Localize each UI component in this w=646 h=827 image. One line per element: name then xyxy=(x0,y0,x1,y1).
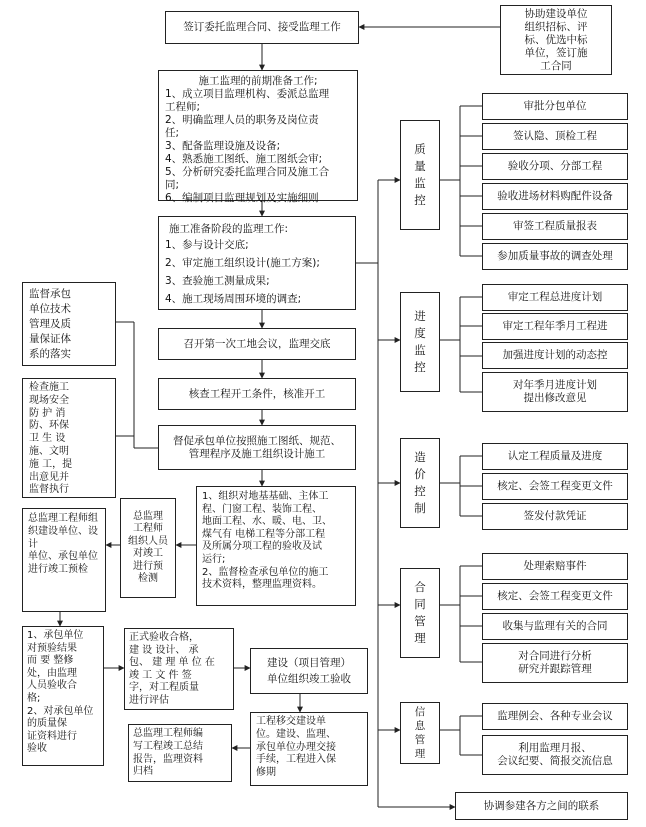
contract-item: 核定、会签工程变更文件 xyxy=(482,583,628,610)
construction-unit-box xyxy=(250,648,368,694)
chief-org-box xyxy=(120,498,176,598)
sign-contract-text: 签订委托监理合同、接受监理工作 xyxy=(183,21,341,33)
category-info: 信 息 管 理 xyxy=(400,702,440,764)
quality-item: 验收进场材料购配件设备 xyxy=(482,183,628,210)
sign-contract-box xyxy=(165,11,359,44)
info-item: 监理例会、各种专业会议 xyxy=(482,703,628,730)
handover-box xyxy=(250,712,368,786)
inspection-box xyxy=(196,486,356,606)
handover-text: 工程移交建设单 位。建设、监理、 承包单位办理交接 手续，工程进入保 修期 xyxy=(256,716,336,779)
progress-item: 审定工程年季月工程进 xyxy=(482,313,628,340)
check-site-text: 检查施工 现场安全 防 护 消 防、环保 卫 生 设 施、文明 施 工，提 出意见并 监督执行 xyxy=(29,382,73,496)
progress-item: 对年季月进度计划 提出修改意见 xyxy=(482,372,628,412)
first-meeting-text: 召开第一次工地会议，监理交底 xyxy=(183,337,331,350)
progress-item: 加强进度计划的动态控 xyxy=(482,342,628,369)
contractor-rectify-text: 1、承包单位 对预验结果 而 要 整修 处，由监理 人员验收合 格; 2、对承包单位 的质量保 证资料进行 验收 xyxy=(27,630,94,755)
coordinate-box xyxy=(455,792,628,820)
quality-item: 参加质量事故的调查处理 xyxy=(482,243,628,270)
quality-item: 审批分包单位 xyxy=(482,93,628,120)
quality-item: 验收分项、分部工程 xyxy=(482,153,628,180)
stage-work-title: 施工准备阶段的监理工作: xyxy=(169,223,289,235)
supervise-system-text: 监督承包 单位技术 管理及质 量保证体 系的落实 xyxy=(29,288,71,360)
prep-work-items: 1、成立项目监理机构、委派总监理 工程师; 2、明确监理人员的职务及岗位责 任; 3、配备监理设施及设备; 4、熟悉施工图纸、施工图纸会审; 5、分析研究委托监理合同及施工合 同; 6、编制项目监理规划及实施细则 xyxy=(165,88,330,204)
quality-item: 审签工程质量报表 xyxy=(482,213,628,240)
chief-preacceptance-text: 总监理工程师组 织建设单位、设计 单位、承包单位 进行竣工预检 xyxy=(28,513,98,576)
supervise-box xyxy=(158,425,356,470)
quality-item: 签认隐、顶检工程 xyxy=(482,123,628,150)
prep-work-title: 施工监理的前期准备工作; xyxy=(198,75,318,87)
check-start-box xyxy=(158,378,356,410)
contract-item: 对合同进行分析 研究并跟踪管理 xyxy=(482,643,628,683)
supervise-text: 督促承包单位按照施工图纸、规范、 管理程序及施工组织设计施工 xyxy=(173,434,341,460)
supervise-system-box xyxy=(22,282,116,366)
progress-item: 审定工程总进度计划 xyxy=(482,284,628,311)
category-cost: 造 价 控 制 xyxy=(400,438,440,528)
stage-work-items: 1、参与设计交底; 2、审定施工组织设计(施工方案); 3、查验施工测量成果; 4、施工现场周围环境的调查; xyxy=(165,239,320,305)
cost-item: 签发付款凭证 xyxy=(482,503,628,530)
formal-acceptance-box xyxy=(124,628,234,710)
contract-item: 处理索赔事件 xyxy=(482,553,628,580)
check-start-text: 核查工程开工条件，核准开工 xyxy=(188,387,326,400)
cost-item: 认定工程质量及进度 xyxy=(482,443,628,470)
chief-org-text: 总监理 工程师 组织人员 对竣工 进行预 检测 xyxy=(128,510,168,584)
category-progress: 进 度 监 控 xyxy=(400,292,440,392)
summary-text: 总监理工程师编 写工程竣工总结 报告，监理资料 归档 xyxy=(133,728,203,778)
prep-work-box xyxy=(158,70,358,204)
cost-item: 核定、会签工程变更文件 xyxy=(482,473,628,500)
check-site-box xyxy=(22,378,116,498)
contractor-rectify-box xyxy=(22,626,104,766)
assist-tender-box xyxy=(500,5,612,75)
category-quality: 质 量 监 控 xyxy=(400,120,440,230)
inspection-text: 1、组织对地基基础、主体工 程、门窗工程、装饰工程、 地面工程、水、暖、电、卫、 煤气有 电梯工程等分部工程 及所属分项工程的验收及试 运行; 2、监督检查承包单位的施工 技术资料，整理监理资料。 xyxy=(202,491,332,591)
assist-tender-text: 协助建设单位 组织招标、评 标、优选中标 单位，签订施 工合同 xyxy=(524,7,588,72)
first-meeting-box xyxy=(158,328,356,360)
formal-acceptance-text: 正式验收合格， 建 设 设计、 承 包、 建 理 单 位 在 竣 工 文 件 签 字，对工程质量 进行评估 xyxy=(129,632,215,706)
construction-unit-text: 建设（项目管理） 单位组织竣工验收 xyxy=(267,657,351,685)
summary-box xyxy=(128,724,232,782)
info-item: 利用监理月报、 会议纪要、简报交流信息 xyxy=(482,735,628,775)
category-contract: 合 同 管 理 xyxy=(400,568,440,658)
stage-work-box xyxy=(158,216,356,310)
contract-item: 收集与监理有关的合同 xyxy=(482,613,628,640)
coordinate-text: 协调参建各方之间的联系 xyxy=(483,799,600,812)
chief-preacceptance-box xyxy=(22,508,106,612)
